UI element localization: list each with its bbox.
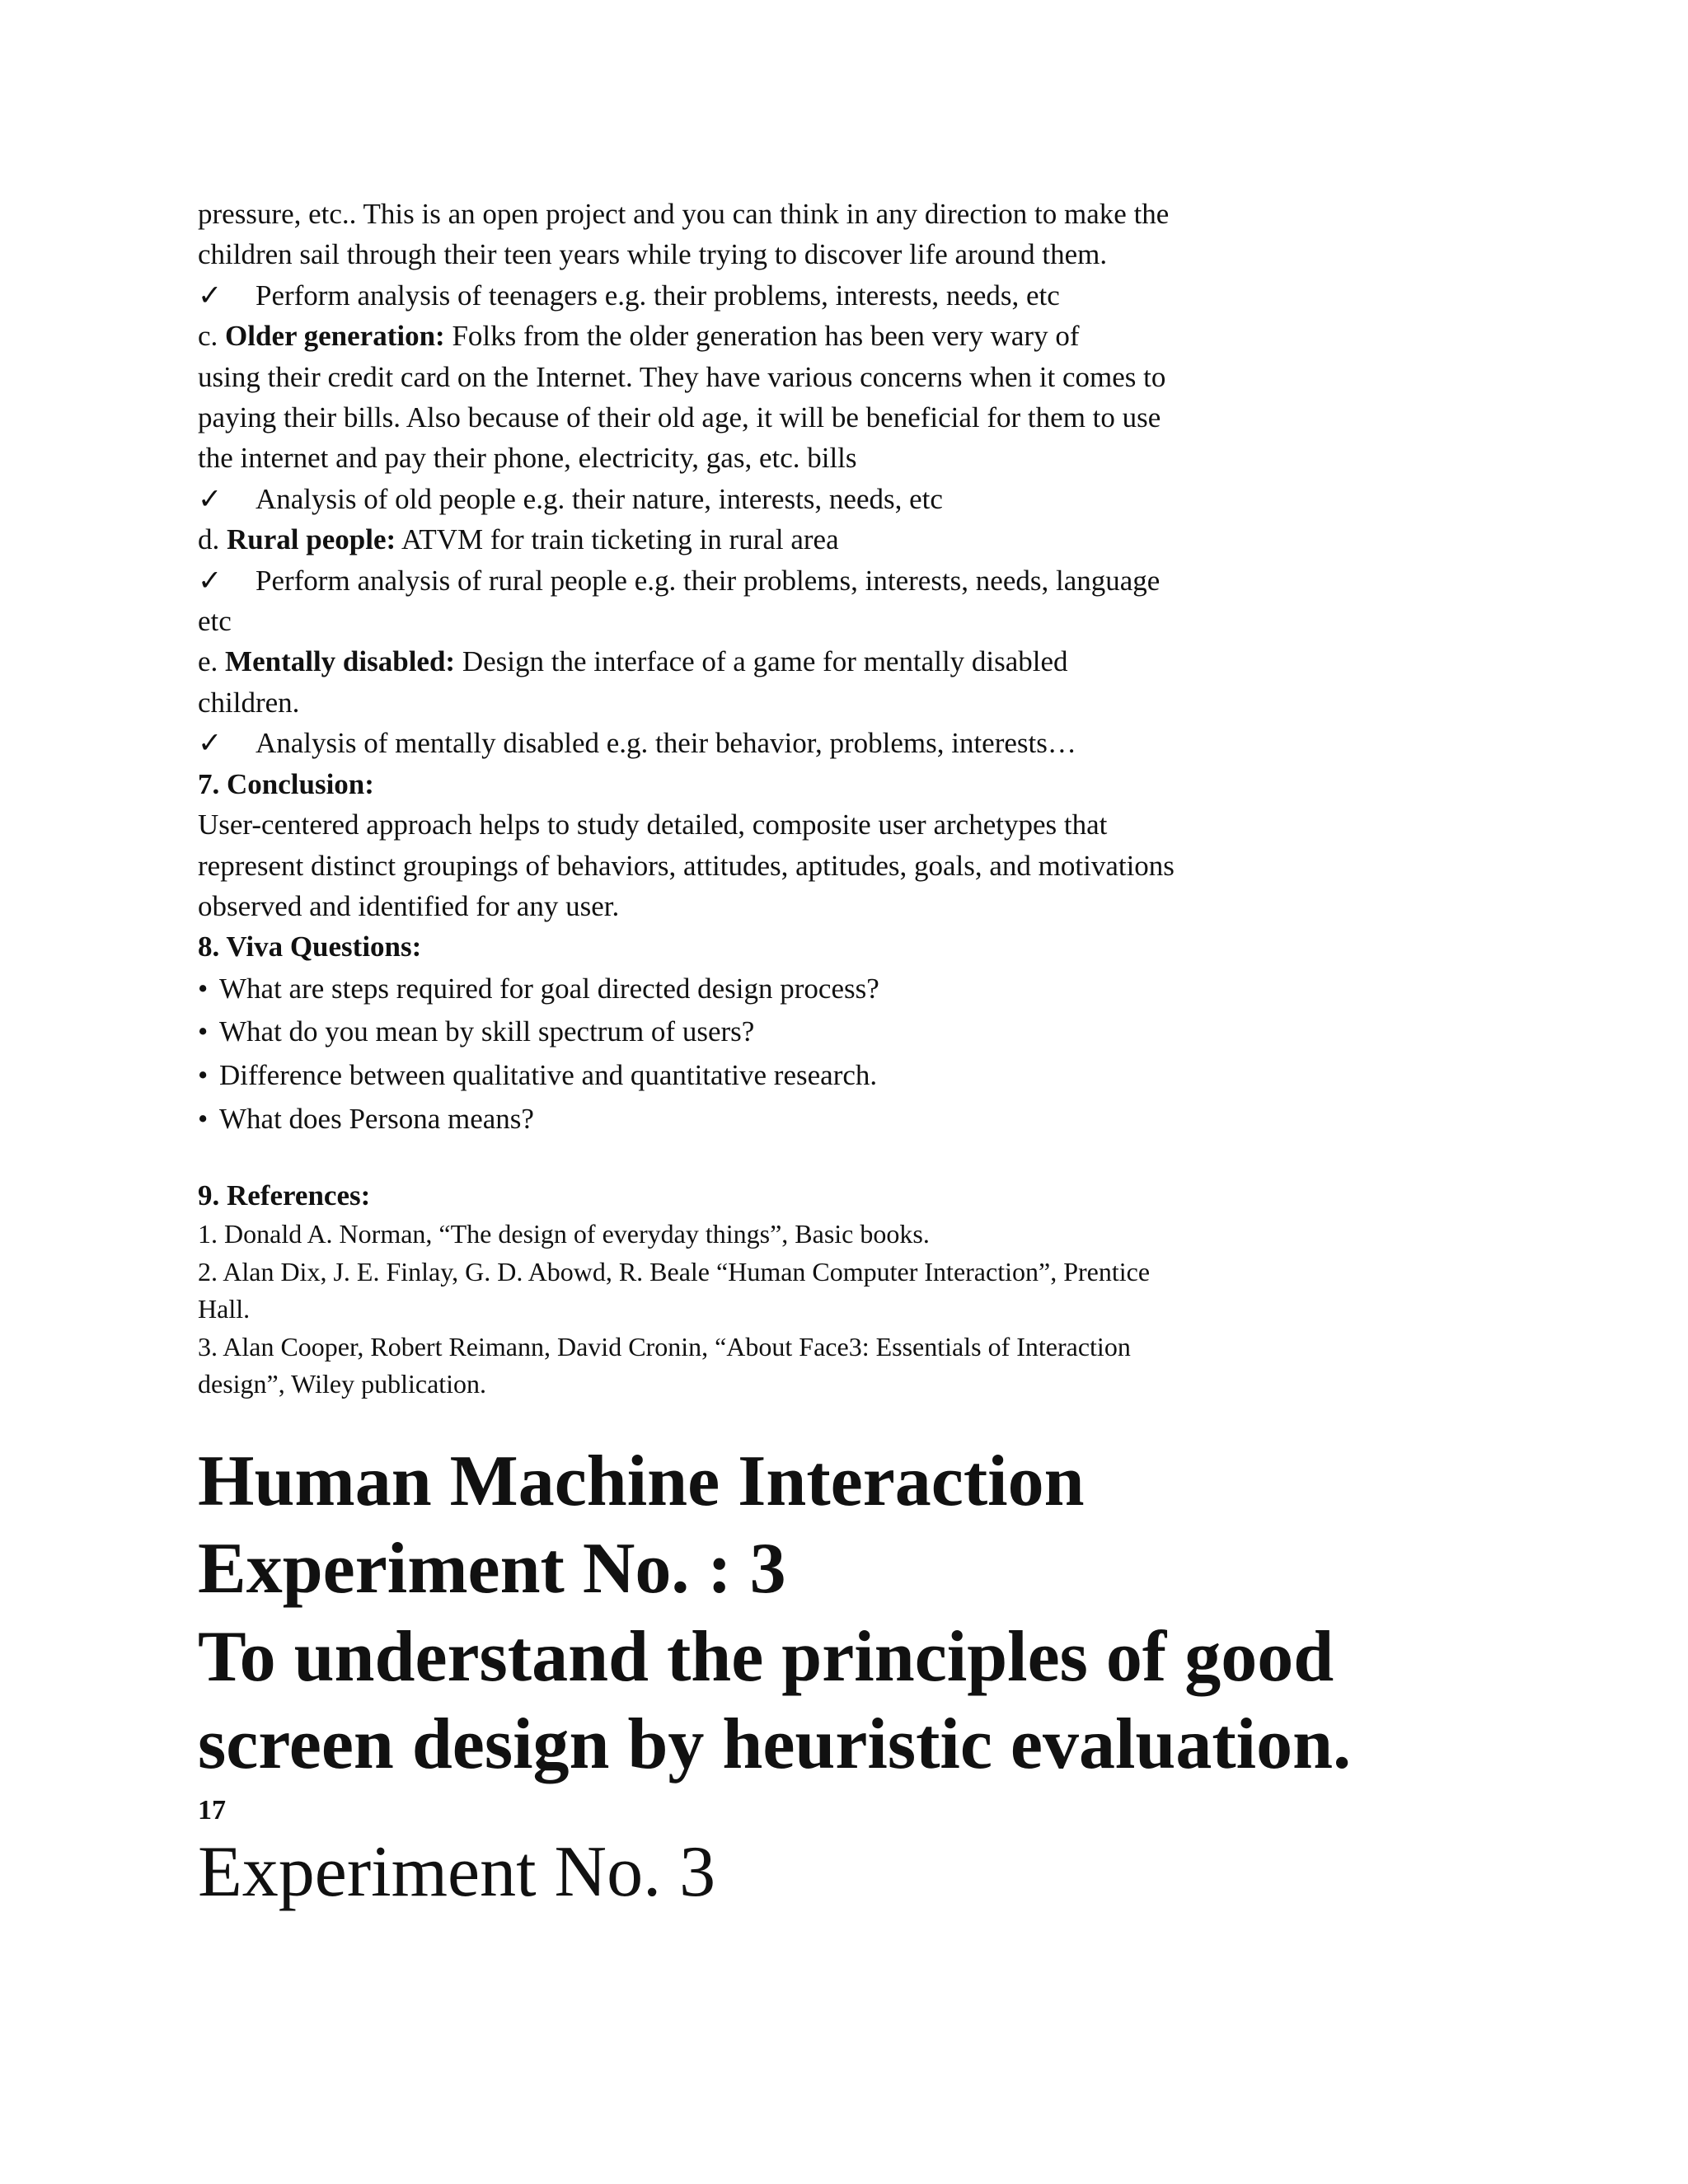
references-list [198, 1216, 1385, 1404]
checklist-item [198, 479, 1385, 519]
checklist-text: Analysis of mentally disabled e.g. their behavior, problems, interests… [256, 727, 1076, 760]
experiment-heading: Experiment No. 3 [198, 1832, 716, 1912]
text-line: etc [198, 605, 232, 638]
checkmark-icon: ✓ [198, 564, 223, 597]
title-line-1: Human Machine Interaction [198, 1441, 1085, 1521]
line-prefix: e. [198, 645, 226, 678]
text-line: observed and identified for any user. [198, 889, 620, 922]
section-heading: 8. Viva Questions: [198, 930, 422, 963]
line-rest: ATVM for train ticketing in rural area [396, 523, 839, 556]
line-prefix: d. [198, 523, 227, 556]
line-rest: Folks from the older generation has been very wary of [444, 320, 1080, 353]
viva-question [198, 968, 1385, 1011]
checklist-item [198, 723, 1385, 763]
text-line: using their credit card on the Internet. They have various concerns when it comes to [198, 360, 1166, 393]
checklist-item [198, 560, 1385, 601]
viva-questions-list [198, 968, 1385, 1141]
text-line: children. [198, 686, 300, 719]
text-line: represent distinct groupings of behaviors, attitudes, aptitudes, goals, and motivations [198, 849, 1175, 882]
reference-line: Hall. [198, 1294, 251, 1324]
checkmark-icon: ✓ [198, 727, 223, 760]
viva-question-text: What are steps required for goal directed design process? [219, 972, 879, 1005]
viva-question-text: Difference between qualitative and quantitative research. [219, 1058, 878, 1091]
bullet-icon: • [198, 1058, 209, 1091]
reference-line: 3. Alan Cooper, Robert Reimann, David Cronin, “About Face3: Essentials of Interaction [198, 1331, 1131, 1361]
viva-question [198, 1010, 1385, 1054]
reference-line: 1. Donald A. Norman, “The design of everyday things”, Basic books. [198, 1219, 930, 1249]
checkmark-icon: ✓ [198, 482, 223, 515]
checklist-text: Perform analysis of rural people e.g. their problems, interests, needs, language [256, 564, 1160, 597]
title-line-2: Experiment No. : 3 [198, 1529, 786, 1609]
line-label: Rural people: [227, 523, 396, 556]
bullet-icon: • [198, 1102, 209, 1135]
text-line: pressure, etc.. This is an open project and you can think in any direction to make the [198, 198, 1170, 230]
page-number: 17 [198, 1795, 226, 1825]
line-label: Mentally disabled: [225, 645, 456, 678]
viva-question [198, 1098, 1385, 1141]
checkmark-icon: ✓ [198, 279, 223, 312]
reference-line: design”, Wiley publication. [198, 1369, 487, 1399]
section-heading: 7. Conclusion: [198, 767, 374, 800]
line-prefix: c. [198, 320, 226, 353]
bullet-icon: • [198, 1015, 209, 1048]
references-heading: 9. References: [198, 1179, 371, 1212]
labeled-line [198, 316, 1385, 356]
bullet-icon: • [198, 972, 209, 1005]
checklist-text: Analysis of old people e.g. their nature, interests, needs, etc [256, 482, 943, 515]
text-line: children sail through their teen years while trying to discover life around them. [198, 238, 1108, 271]
text-line: paying their bills. Also because of their old age, it will be beneficial for them to use [198, 401, 1161, 434]
text-line: User-centered approach helps to study detailed, composite user archetypes that [198, 808, 1108, 841]
line-rest: Design the interface of a game for mentally disabled [455, 645, 1068, 678]
viva-question-text: What does Persona means? [219, 1102, 534, 1135]
line-label: Older generation: [225, 320, 445, 353]
checklist-text: Perform analysis of teenagers e.g. their problems, interests, needs, etc [256, 279, 1060, 312]
text-line: the internet and pay their phone, electricity, gas, etc. bills [198, 442, 857, 475]
labeled-line [198, 641, 1385, 682]
viva-question-text: What do you mean by skill spectrum of users? [219, 1015, 755, 1048]
text-lines [198, 194, 1385, 968]
labeled-line [198, 519, 1385, 560]
reference-line: 2. Alan Dix, J. E. Finlay, G. D. Abowd, R. Beale “Human Computer Interaction”, Prentice [198, 1256, 1151, 1286]
checklist-item [198, 275, 1385, 316]
title-line-4: screen design by heuristic evaluation. [198, 1704, 1352, 1784]
spacer [198, 1141, 1385, 1175]
viva-question [198, 1054, 1385, 1098]
title-line-3: To understand the principles of good [198, 1617, 1334, 1697]
body-text [198, 194, 1385, 1404]
